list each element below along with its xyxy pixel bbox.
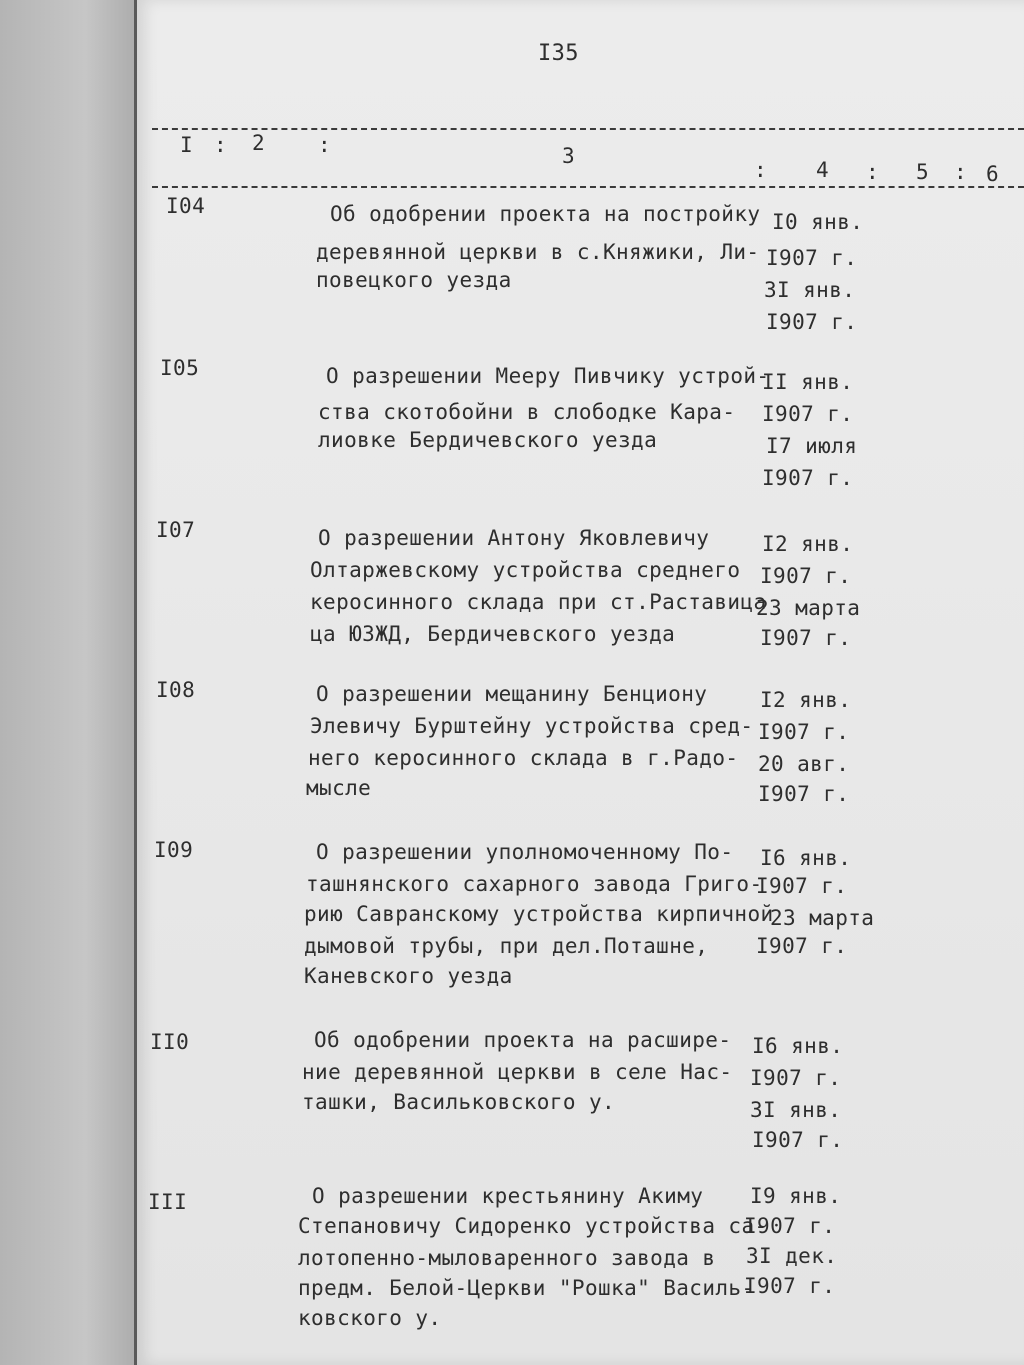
record-date: I907 г. xyxy=(750,1066,842,1090)
record-date: I907 г. xyxy=(756,934,848,958)
record-text-line: мысле xyxy=(306,776,372,800)
record-date: II янв. xyxy=(762,370,854,394)
record-text-line: О разрешении Мееру Пивчику устрой- xyxy=(326,364,770,388)
record-number: III xyxy=(148,1190,188,1214)
record-text-line: ние деревянной церкви в селе Нас- xyxy=(302,1060,733,1084)
record-number: I05 xyxy=(160,356,200,380)
record-text-line: рию Савранскому устройства кирпичной xyxy=(304,902,774,926)
header-separator: : xyxy=(214,133,227,157)
record-text-line: О разрешении уполномоченному По- xyxy=(316,840,734,864)
record-text-line: О разрешении крестьянину Акиму xyxy=(312,1184,704,1208)
record-date: I7 июля xyxy=(766,434,858,458)
record-date: I2 янв. xyxy=(762,532,854,556)
record-text-line: дымовой трубы, при дел.Поташне, xyxy=(304,934,709,958)
record-text-line: ташнянского сахарного завода Григо- xyxy=(306,872,763,896)
header-separator: : xyxy=(954,160,967,184)
record-text-line: предм. Белой-Церкви "Рошка" Василь- xyxy=(298,1276,755,1300)
record-text-line: деревянной церкви в с.Княжики, Ли- xyxy=(316,240,760,264)
record-number: I08 xyxy=(156,678,196,702)
record-text-line: Степановичу Сидоренко устройства са- xyxy=(298,1214,768,1238)
record-text-line: повецкого уезда xyxy=(316,268,512,292)
record-text-line: Элевичу Бурштейну устройства сред- xyxy=(310,714,754,738)
record-date: 23 марта xyxy=(770,906,875,930)
page-number: I35 xyxy=(538,41,579,66)
record-text-line: Об одобрении проекта на постройку xyxy=(330,202,761,226)
record-date: I907 г. xyxy=(760,564,852,588)
header-col-2: 2 xyxy=(252,131,265,155)
header-col-1: I xyxy=(180,133,193,157)
record-date: I907 г. xyxy=(752,1128,844,1152)
record-text-line: него керосинного склада в г.Радо- xyxy=(308,746,739,770)
record-date: I907 г. xyxy=(762,466,854,490)
record-date: I6 янв. xyxy=(752,1034,844,1058)
record-text-line: О разрешении мещанину Бенциону xyxy=(316,682,708,706)
record-date: 3I янв. xyxy=(764,278,856,302)
record-date: I907 г. xyxy=(760,626,852,650)
header-col-6: 6 xyxy=(986,162,999,186)
record-number: I07 xyxy=(156,518,196,542)
record-text-line: ташки, Васильковского у. xyxy=(302,1090,616,1114)
record-text-line: ца ЮЗЖД, Бердичевского уезда xyxy=(310,622,676,646)
header-col-5: 5 xyxy=(916,160,929,184)
record-date: 23 марта xyxy=(756,596,861,620)
record-text-line: О разрешении Антону Яковлевичу xyxy=(318,526,710,550)
record-date: I2 янв. xyxy=(760,688,852,712)
record-date: I0 янв. xyxy=(772,210,864,234)
record-number: I04 xyxy=(166,194,206,218)
record-date: I907 г. xyxy=(758,720,850,744)
header-separator: : xyxy=(754,158,767,182)
record-date: I907 г. xyxy=(758,782,850,806)
record-date: I907 г. xyxy=(766,246,858,270)
record-date: 20 авг. xyxy=(758,752,850,776)
record-date: I907 г. xyxy=(744,1274,836,1298)
header-bottom-rule xyxy=(152,186,1024,188)
record-date: I907 г. xyxy=(762,402,854,426)
record-date: I6 янв. xyxy=(760,846,852,870)
header-col-4: 4 xyxy=(816,158,829,182)
record-date: I9 янв. xyxy=(750,1184,842,1208)
record-text-line: ковского у. xyxy=(298,1306,442,1330)
record-number: I09 xyxy=(154,838,194,862)
record-text-line: Каневского уезда xyxy=(304,964,513,988)
header-separator: : xyxy=(866,160,879,184)
header-top-rule xyxy=(152,128,1024,130)
record-date: 3I янв. xyxy=(750,1098,842,1122)
record-date: 3I дек. xyxy=(746,1244,838,1268)
record-date: I907 г. xyxy=(744,1214,836,1238)
record-date: I907 г. xyxy=(756,874,848,898)
header-separator: : xyxy=(318,133,331,157)
record-text-line: керосинного склада при ст.Раставица xyxy=(310,590,767,614)
record-number: II0 xyxy=(150,1030,190,1054)
facing-page xyxy=(0,0,142,1365)
record-text-line: ства скотобойни в слободке Кара- xyxy=(318,400,736,424)
record-text-line: Об одобрении проекта на расшире- xyxy=(314,1028,732,1052)
header-col-3: 3 xyxy=(562,144,575,168)
record-date: I907 г. xyxy=(766,310,858,334)
record-text-line: лотопенно-мыловаренного завода в xyxy=(298,1246,716,1270)
record-text-line: Олтаржевскому устройства среднего xyxy=(310,558,741,582)
record-text-line: лиовке Бердичевского уезда xyxy=(318,428,658,452)
